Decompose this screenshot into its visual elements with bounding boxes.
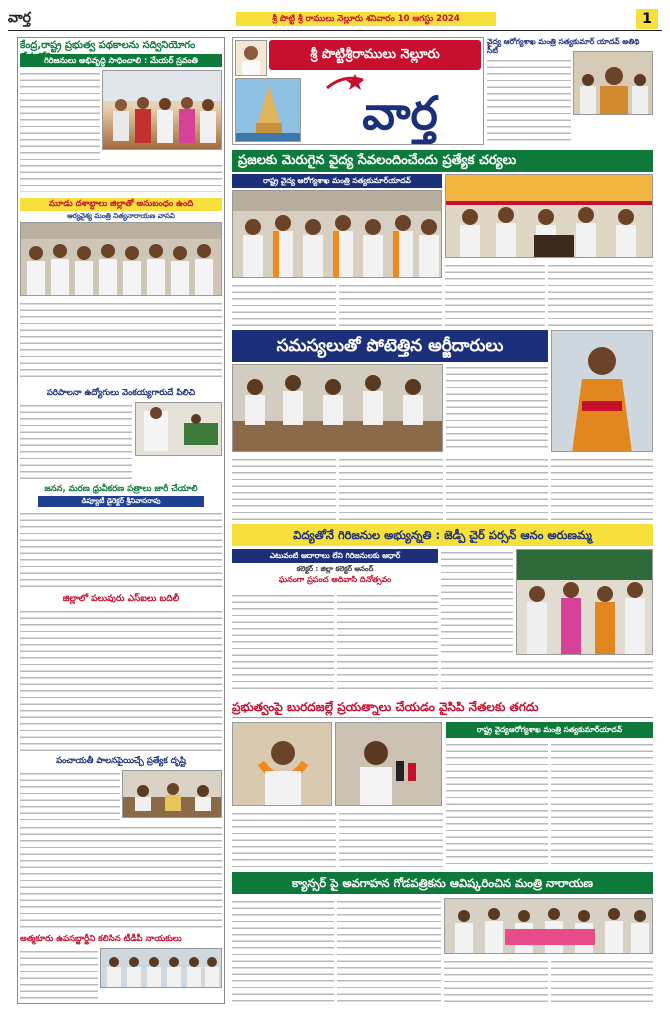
crowd-photo-image [21, 223, 222, 296]
story-5-text [20, 608, 222, 752]
lead-3-text-2 [337, 592, 438, 690]
lead-4-text-4 [551, 741, 653, 869]
top-strip [8, 6, 662, 32]
lead-2-photo-1 [232, 364, 443, 452]
main-lead-text-2 [339, 282, 442, 326]
lead-3-sub2: కలెక్టర్ : జిల్లా కలెక్టర్ ఆనంద్ [296, 565, 374, 573]
press-meet-photo-image [336, 723, 442, 806]
grievance-photo-image [233, 365, 443, 452]
story-2-photo [20, 222, 222, 296]
lead-3-text-1 [232, 592, 334, 690]
woman-photo-image [552, 331, 653, 452]
lead-5-headline: క్యాన్సర్ పై అవగాహన గోడపత్రికను ఆవిష్కరించిన మంత్రి నారాయణ [232, 872, 653, 894]
main-lead-text-1 [232, 282, 336, 326]
lead-2-text-1 [446, 364, 548, 452]
lead-2-text-4 [446, 456, 548, 520]
story-1-headline: కేంద్ర,రాష్ట్ర ప్రభుత్వ పథకాలను సద్వినియోగం [20, 40, 196, 51]
banner-title: శ్రీ పొట్టిశ్రీరాములు నెల్లూరు [269, 40, 481, 70]
meeting-photo-image [123, 771, 222, 818]
story-2-text [20, 300, 222, 382]
main-lead-text-4 [548, 262, 653, 326]
story-1-photo [102, 70, 222, 150]
leaders-photo-image [101, 949, 222, 988]
masthead-small: వార్త [8, 10, 31, 26]
poster-launch-photo-image [445, 899, 653, 954]
top-right-headline: వైద్య ఆరోగ్యశాఖ మంత్రి సత్యకుమార్‌ యాదవ్ అతిథి సీటీ [487, 37, 640, 55]
story-3-text [20, 402, 132, 480]
temple-image [236, 79, 301, 142]
story-6-text-b [20, 824, 222, 930]
lead-4-text-3 [446, 741, 548, 869]
group-photo-image [103, 71, 222, 150]
story-4-sub: డిప్యూటీ డైరెక్టర్ శ్రీనివాసరావు [38, 496, 204, 507]
lead-4-text-2 [339, 810, 443, 869]
lead-2-headline: సమస్యలుతో పోటెత్తిన అర్జీదారులు [232, 330, 548, 362]
lead-4-headline: ప్రభుత్వంపై బురదజల్లే ప్రయత్నాలు చేయడం వైసిపి నేతలకు తగదు [232, 696, 653, 718]
story-4-text [20, 510, 222, 590]
story-1-sub: గిరిజనులు అభివృద్ధి సాధించాలి : మేయర్ స్రవంతి [20, 54, 222, 67]
main-lead-photo-1 [232, 190, 442, 278]
story-6-text [20, 770, 120, 820]
office-photo-image [136, 403, 222, 456]
story-2-sub: ఆర్యవైశ్య మంత్రి నిత్యనారాయణ వాసవి [67, 212, 175, 220]
lead-2-photo-2 [551, 330, 653, 452]
main-lead-headline: ప్రజలకు మెరుగైన వైద్య సేవలందించేందు ప్రత్యేక చర్యలు [232, 150, 653, 172]
story-4-headline: జనన, మరణ ధ్రువీకరణ పత్రాలు జారీ చేయాలి [44, 484, 198, 494]
story-3-headline: పరిపాలనా ఉద్యోగులు వెంకయ్యగారుదే పిలిచి [46, 388, 196, 398]
lead-4-photo-1 [232, 722, 332, 806]
portrait-image [236, 41, 266, 75]
lead-4-sub: రాష్ట్ర వైద్యఆరోగ్యశాఖ మంత్రి సత్యకుమార్‌యాదవ్ [446, 722, 653, 738]
lead-5-photo [444, 898, 653, 954]
lead-3-headline: విద్యతోనే గిరిజనుల అభ్యున్నతి : జెడ్పీ చైర్ పర్సన్ ఆనం అరుణమ్మ [232, 524, 653, 546]
story-7-headline: అత్మకూరు ఉపసబ్జార్జీని కలిసిన టీడీపీ నాయకులు [20, 934, 182, 944]
felicitation-photo-image [574, 52, 653, 115]
page-number: 1 [636, 9, 658, 29]
lead-5-text-1 [232, 898, 334, 1004]
story-6-photo [122, 770, 222, 818]
portrait-photo [235, 40, 267, 76]
top-right-text [487, 57, 571, 145]
lead-4-text-1 [232, 810, 336, 869]
story-6-headline: పంచాయతీ పాలనపైయిచ్చే ప్రత్యేక దృష్టి [56, 756, 186, 766]
story-3-photo [135, 402, 222, 456]
story-7-photo [100, 948, 222, 988]
lead-3-sub1: ఎటువంటి ఆదారాలు లేని గిరిజనులకు ఆధార్ [232, 549, 438, 563]
story-2-headline: మూడు దశాబ్దాలు జిల్లాతో అనుబంధం ఉంది [20, 198, 222, 211]
top-right-story [487, 37, 653, 145]
lead-4-photo-2 [335, 722, 442, 806]
story-7-text [20, 948, 98, 1000]
dateline: శ్రీ పొట్టి శ్రీ రాములు నెల్లూరు శనివారం 10 ఆగస్టు 2024 [236, 12, 496, 26]
lead-5-text-3 [444, 958, 548, 1004]
lead-3-sub3: ఘనంగా ప్రపంచ ఆదివాసి దినోత్సవం [278, 575, 392, 584]
lead-2-text-2 [232, 456, 336, 520]
lead-5-text-4 [551, 958, 653, 1004]
top-right-photo [573, 51, 653, 115]
left-column [17, 37, 225, 1004]
logo-text: వార్త [362, 86, 438, 140]
main-lead-sub: రాష్ట్ర వైద్య ఆరోగ్యశాఖ మంత్రి సత్యకుమార్‌యాదవ్ [232, 174, 442, 188]
main-lead-text-3 [445, 262, 545, 326]
lead-2-text-3 [339, 456, 443, 520]
lead-3-text-3 [441, 549, 513, 655]
main-lead-photo-2 [445, 174, 653, 258]
rally-photo-image [233, 191, 442, 278]
lead-3-photo [516, 549, 653, 655]
story-1-text [20, 70, 100, 160]
lead-3-text-4 [441, 658, 653, 690]
story-5-headline: జిల్లాలో పలువురు ఎస్‌ఐలు బదిలీ [62, 594, 180, 604]
story-1-text-b [20, 162, 222, 192]
tribal-day-photo-image [517, 550, 653, 655]
masthead [232, 37, 484, 145]
stage-photo-image [446, 175, 653, 258]
temple-photo [235, 78, 301, 142]
lead-2-text-5 [551, 456, 653, 520]
garland-photo-image [233, 723, 332, 806]
top-rule [8, 30, 662, 31]
lead-5-text-2 [337, 898, 441, 1004]
